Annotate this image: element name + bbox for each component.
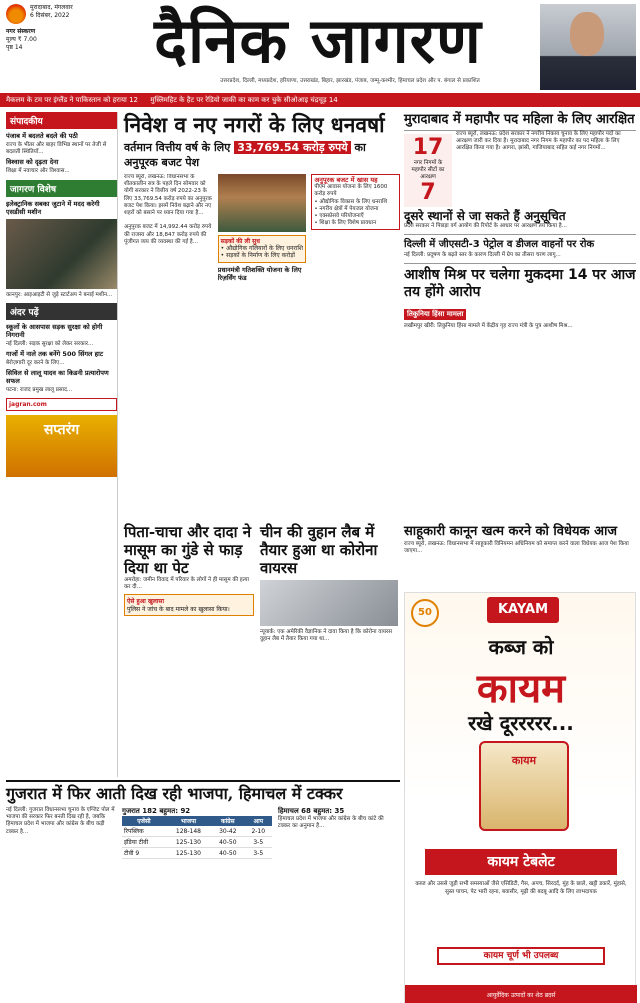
right-stories <box>404 112 636 331</box>
section-editorial: संपादकीय <box>6 112 117 129</box>
lead-sub-post: का अनुपूरक बजट पेश <box>124 141 366 169</box>
inside-item: सिविल से लालू यादव का किडनी प्रत्यारोपण सफल <box>6 369 109 386</box>
table-cell: रिपब्लिक <box>122 826 166 837</box>
table-row <box>122 837 272 848</box>
roads-box: सड़कों की ली सुध • औद्योगिक गलियारों के लिए धनराशि • सड़कों के निर्माण के लिए करोड़ों <box>218 235 307 263</box>
mayor-sub-text: प्रदेश सरकार ने पिछड़ा वर्ग आयोग की रिपोर्ट के आधार पर आरक्षण तय किया है... <box>404 223 567 229</box>
mayor-sub-headline: दूसरे स्थानों से जा सकते हैं अनुसूचित <box>404 209 566 223</box>
masthead-city: मुरादाबाद, मंगलवार <box>30 4 73 11</box>
scientist-photo <box>260 580 398 626</box>
wuhan-text: न्यूयार्क: एक अमेरिकी वैज्ञानिक ने दावा किया है कि कोरोना वायरस वुहान लैब में तैयार किया गया था... <box>260 629 392 643</box>
tikunia-tag: तिकुनिया हिंसा मामला <box>404 309 466 320</box>
jagran-com-box[interactable] <box>6 398 117 411</box>
story-wuhan <box>260 523 398 643</box>
ad-footer: आयुर्वेदिक उत्पादों का शेठ ब्रदर्स <box>405 985 637 1003</box>
election-story <box>6 780 400 859</box>
newspaper-title: दैनिक जागरण <box>154 4 482 77</box>
reveal-title: ऐसे हुआ खुलासा <box>127 598 165 606</box>
stat-text: नगर निगमों के महापौर सीटों का आरक्षण <box>411 160 445 180</box>
table-cell: 30-42 <box>211 826 244 837</box>
ticker-item: मैकलम के टम पर इंग्लैंड ने पाकिस्तान को हराया 12 <box>6 96 138 104</box>
sun-logo-icon <box>6 4 26 24</box>
lead-col-3 <box>311 174 400 284</box>
editorial-item: पंजाब में बदलते बदले की पठी <box>6 132 78 140</box>
lead-story <box>124 112 400 284</box>
kayam-advertisement[interactable] <box>404 592 636 1003</box>
murder-headline: पिता-चाचा और दादा ने मासूम का गुंडे से फाड़ दिया था पेट <box>124 523 252 577</box>
table-cell: 40-50 <box>211 837 244 848</box>
lead-subheadline <box>124 140 400 170</box>
inside-item: स्कूलों के आसपास सड़क सुरक्षा को होगी निगरानी <box>6 322 103 339</box>
table-row <box>122 826 272 837</box>
table-cell: 125-130 <box>166 848 211 859</box>
jagran-vishesh-text: कानपुर: आइआइटी से जुड़े स्टार्टअप ने बनाई मशीन... <box>6 291 113 298</box>
mayor-text: राज्य ब्यूरो, लखनऊ: प्रदेश सरकार ने नगरीय निकाय चुनाव के लिए महापौर पदों का आरक्षण जारी कर दिया है। मुरादाबाद नगर निगम के महापौर का पद महिला के लिए आरक्षित किया गया है। आगरा, झांसी, गाजियाबाद सहित कई नगर निगमों... <box>456 131 621 152</box>
table-cell: 40-50 <box>211 848 244 859</box>
masthead-date: 6 दिसंबर, 2022 <box>30 12 70 19</box>
jagran-com-label: jagran.com <box>9 401 47 409</box>
lead-sub-pre: वर्तमान वित्तीय वर्ष के लिए <box>124 141 231 154</box>
gujarat-table <box>122 816 272 859</box>
ticker-item: मुस्लिमहिट के हैट पर रेडियो जाकी का काम कर चुके सीओआइ चंद्रचूड़ 14 <box>150 96 338 104</box>
churan-banner: कायम चूर्ण भी उपलब्ध <box>437 947 605 965</box>
ad-body-text: कब्ज और उससे जुड़ी सभी समस्याओं जैसे एसिडिटी, गैस, अपच, सिरदर्द, मुंह के छाले, खट्टी डकारें, मुंहासे, सुस्त पाचन, पेट भारी रहना, बवासीर, मूढ़ी की बदबू आदि के लिए लाभदायक <box>415 881 627 895</box>
table-cell: इंडिया टीवी <box>122 837 166 848</box>
kayam-logo: KAYAM <box>487 597 559 623</box>
mayor-headline: मुरादाबाद में महापौर पद महिला के लिए आरक्षित <box>404 112 636 131</box>
ad-line-3: रखे दूररररर... <box>468 711 574 735</box>
himachal-text: हिमाचल प्रदेश में भाजपा और कांग्रेस के बीच कांटे की टक्कर का अनुमान है... <box>278 816 384 830</box>
inside-text: नई दिल्ली: सड़क सुरक्षा को लेकर सरकार... <box>6 340 94 347</box>
election-headline: गुजरात में फिर आती दिख रही भाजपा, हिमाचल में टक्कर <box>6 780 400 804</box>
himachal-label <box>278 807 388 816</box>
gujarat-name: गुजरात <box>122 807 140 815</box>
moneylending-text: राज्य ब्यूरो, लखनऊ: विधानसभा में साहूकारी विनियमन अधिनियम को समाप्त करने वाला विधेयक आज पेश किया जाएगा... <box>404 541 629 555</box>
inside-item: गाजों में नाले तक बनेंगे 500 सिंगल हाट <box>6 350 104 359</box>
tablet-banner: कायम टेबलेट <box>425 849 617 875</box>
gujarat-majority: बहुमत: 92 <box>159 807 191 815</box>
gujarat-label <box>122 807 272 816</box>
anniversary-badge: 50 <box>411 599 439 627</box>
section-jagran-vishesh: जागरण विशेष <box>6 180 117 197</box>
gujarat-total: 182 <box>142 807 157 815</box>
story-murder <box>124 523 254 643</box>
mayor-stat-box <box>404 134 452 207</box>
budget-box-title: अनुपूरक बजट में खास यह <box>314 176 378 184</box>
col-header: कांग्रेस <box>211 816 244 826</box>
editorial-text: शिक्षा में नवाचार और विश्वास... <box>6 168 70 175</box>
lead-headline: निवेश व नए नगरों के लिए धनवर्षा <box>124 112 385 137</box>
masthead-meta <box>30 4 120 20</box>
price-label: मूल्य ₹ 7.00 <box>6 36 37 43</box>
delhi-text: नई दिल्ली: प्रदूषण के बढ़ते स्तर के कारण दिल्ली में ग्रेप का तीसरा चरण लागू... <box>404 252 561 259</box>
lead-columns <box>124 174 400 284</box>
col-header: एजेंसी <box>122 816 166 826</box>
delhi-headline: दिल्ली में जीएसटी-3 पेट्रोल व डीजल वाहनों पर रोक <box>404 234 636 252</box>
moneylending-headline: साहूकारी कानून खत्म करने को विधेयक आज <box>404 524 618 539</box>
masthead <box>0 0 640 92</box>
ad-line-2: कायम <box>476 666 566 712</box>
col-header: भाजपा <box>166 816 211 826</box>
jagran-vishesh-head: इलेक्ट्रानिक सबका जुटाने में मदद करेगी एसडीसी मशीन <box>6 199 100 216</box>
pages-label: पृष्ठ 14 <box>6 44 23 51</box>
lead-sub-amount: 33,769.54 करोड़ रुपये <box>234 141 350 154</box>
assembly-photo <box>218 174 307 232</box>
table-cell: टीवी 9 <box>122 848 166 859</box>
ashish-text: लखीमपुर खीरी: तिकुनिया हिंसा मामले में केंद्रीय गृह राज्य मंत्री के पुत्र आशीष मिश्र... <box>404 323 573 330</box>
table-row <box>122 848 272 859</box>
table-header-row <box>122 816 272 826</box>
table-cell: 125-130 <box>166 837 211 848</box>
machine-photo <box>6 219 117 289</box>
stat-number-2: 7 <box>420 180 436 205</box>
inside-text: बेरोज़गारी दूर करने के लिए... <box>6 360 65 367</box>
headline-ticker <box>0 93 640 107</box>
budget-box-sub: पीएम आवास योजना के लिए 1600 करोड़ रुपये <box>314 184 388 198</box>
murder-text: अमरोहा: जमीन विवाद में परिवार के लोगों ने ही मासूम की हत्या कर दी... <box>124 577 249 591</box>
himachal-results <box>278 807 388 859</box>
table-cell: 3-5 <box>245 848 273 859</box>
table-cell: 3-5 <box>245 837 273 848</box>
saptrang-banner: सप्तरंग <box>6 415 117 477</box>
product-box-label: कायम <box>511 754 537 767</box>
table-cell: 128-148 <box>166 826 211 837</box>
gujarat-results <box>122 807 272 859</box>
wuhan-headline: चीन की वुहान लैब में तैयार हुआ था कोरोना वायरस <box>260 523 378 577</box>
publication-states: उत्तरप्रदेश, दिल्ली, मध्यप्रदेश, हरियाणा, उत्तराखंड, बिहार, झारखंड, पंजाब, जम्मू-कश्मीर, हिमाचल प्रदेश और प. बंगाल से प्रकाशित <box>220 78 480 84</box>
himachal-name: हिमाचल <box>278 807 299 815</box>
roads-title: सड़कों की ली सुध <box>220 238 260 245</box>
masthead-edition <box>6 28 96 52</box>
budget-highlights-box: अनुपूरक बजट में खास यह पीएम आवास योजना के लिए 1600 करोड़ रुपये • औद्योगिक विकास के लिए धनराशि • नगरीय क्षेत्रों में पेयजल योजना • एक्सप्रेसवे परियोजनाएँ • शिक्षा के लिए विशेष प्रावधान <box>311 174 400 230</box>
himachal-majority: बहुमत: 35 <box>313 807 345 815</box>
table-cell: 2-10 <box>245 826 273 837</box>
stat-number: 17 <box>412 135 444 160</box>
editorial-item: विश्वास को दृढ़ता देना <box>6 158 59 167</box>
person-photo <box>570 12 604 56</box>
lead-col-1: राज्य ब्यूरो, लखनऊ: विधानसभा के शीतकालीन सत्र के पहले दिन सोमवार को योगी सरकार ने वित्तीय वर्ष 2022-23 के लिए 33,769.54 करोड़ रुपये का अनुपूरक बजट पेश किया। इसमें निवेश बढ़ाने और नए शहरों को बसाने पर ध्यान दिया गया है... अनुपूरक बजट में 14,992.44 करोड़ रुपये की राजस्व और 18,847 करोड़ रुपये की पूंजीगत व्यय की व्यवस्था की गई है... <box>124 174 212 245</box>
ashish-headline: आशीष मिश्र पर चलेगा मुकदमा 14 पर आज तय होंगे आरोप <box>404 263 636 301</box>
section-inside: अंदर पढ़ें <box>6 303 117 320</box>
reveal-box: ऐसे हुआ खुलासा पुलिस ने जांच के बाद मामले का खुलासा किया। <box>124 594 254 616</box>
election-text: नई दिल्ली: गुजरात विधानसभा चुनाव के एग्जिट पोल में भाजपा की सरकार फिर बनती दिख रही है, जबकि हिमाचल प्रदेश में भाजपा और कांग्रेस के बीच कड़ी टक्कर है... <box>6 807 115 835</box>
front-page-photo <box>540 4 636 90</box>
col-header: आप <box>245 816 273 826</box>
lead-col-2 <box>218 174 307 284</box>
pm-scheme-head: प्रधानमंत्री गतिशक्ति योजना के लिए रिज़र्विंग फंड <box>217 265 302 282</box>
edition-label: नगर संस्करण <box>6 28 36 35</box>
left-column <box>6 112 118 777</box>
editorial-text: राज्य के भीतर और बाहर विभिन्न स्थानों पर तेजी से बदलती स्थितियाँ... <box>6 142 107 156</box>
ad-line-1: कब्ज को <box>488 635 554 659</box>
story-moneylending <box>404 523 636 555</box>
himachal-total: 68 <box>301 807 311 815</box>
inside-text: पटना: राजद प्रमुख लालू प्रसाद... <box>6 387 73 394</box>
